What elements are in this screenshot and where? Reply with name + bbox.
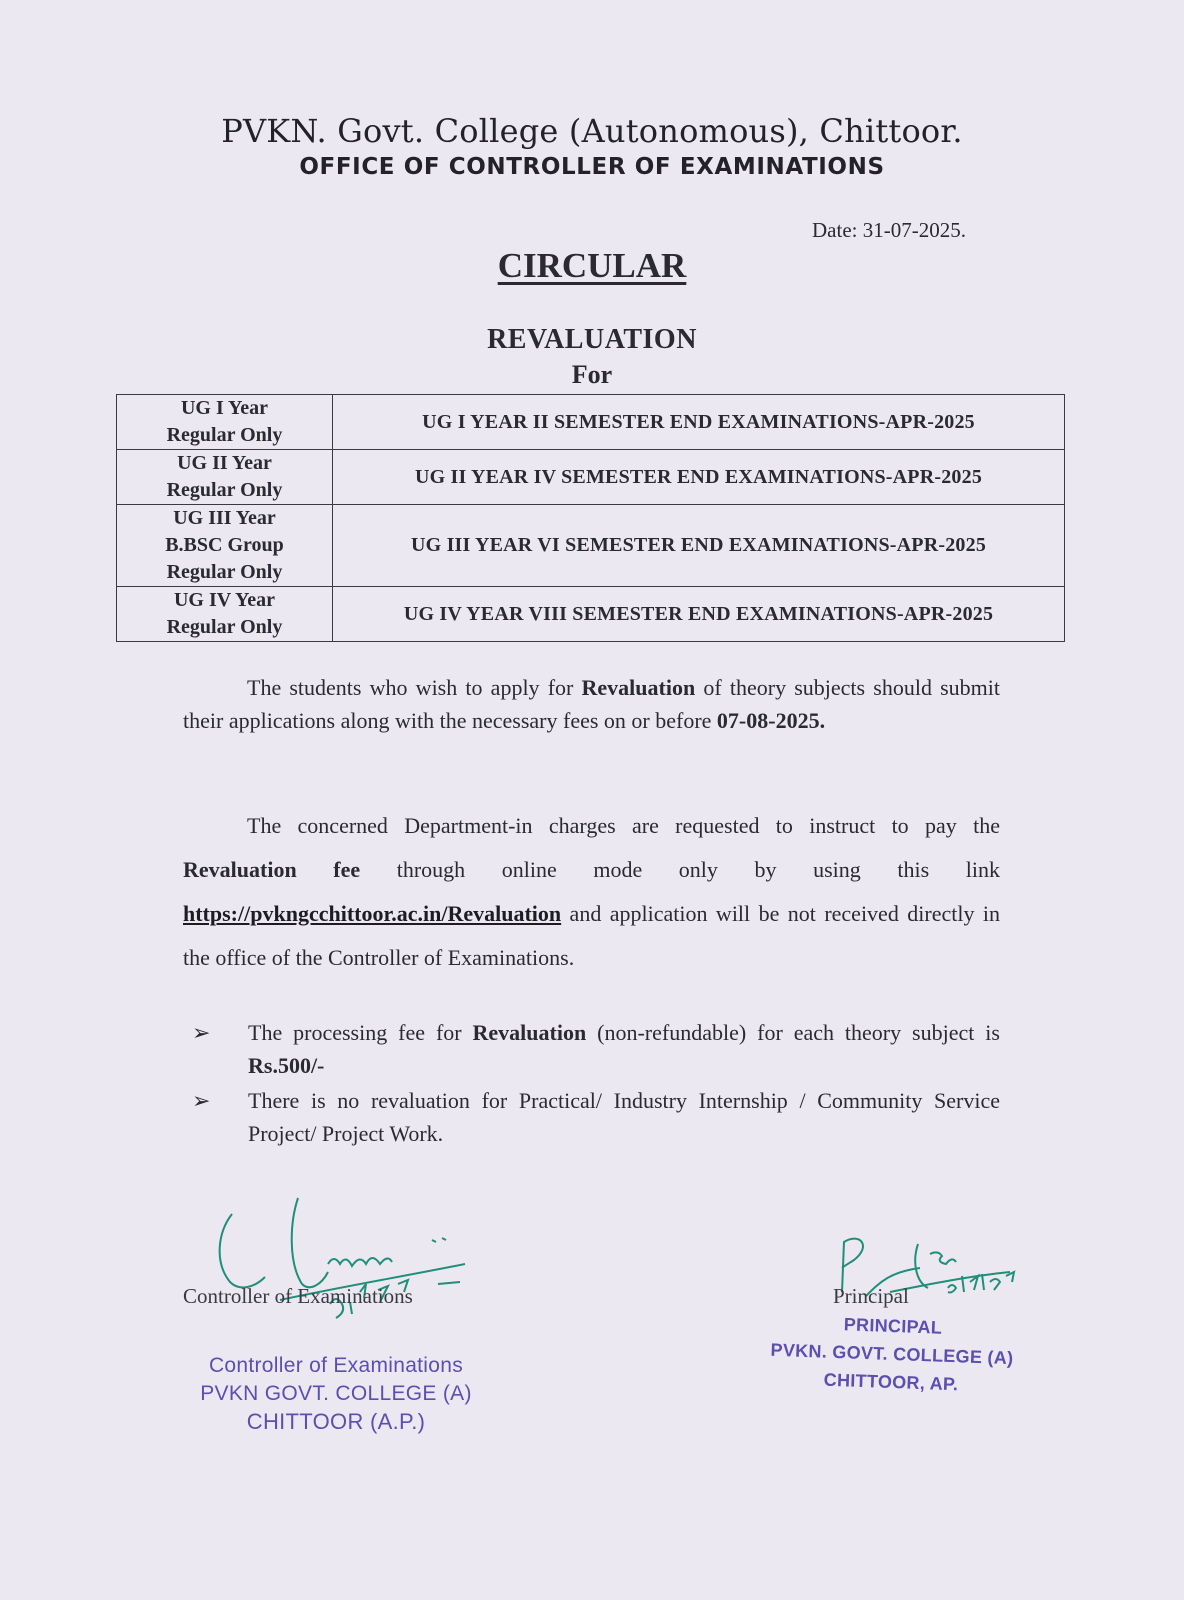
category-line: UG II Year xyxy=(177,452,272,474)
revaluation-link[interactable]: https://pvkngcchittoor.ac.in/Revaluation xyxy=(183,901,562,926)
stamp-line: CHITTOOR (A.P.) xyxy=(246,1409,426,1434)
text: and application will be not received directly in the office of the Controller of Examinations. xyxy=(183,901,1000,970)
stamp-line: PRINCIPAL xyxy=(843,1314,943,1338)
table-cell-exam: UG I YEAR II SEMESTER END EXAMINATIONS-APR-2025 xyxy=(333,395,1065,450)
stamp-line: Controller of Examinations xyxy=(208,1354,464,1377)
principal-stamp xyxy=(751,1307,1034,1401)
bold-text: Revaluation fee xyxy=(183,857,361,882)
bullet-list xyxy=(190,1016,1000,1152)
table-cell-exam: UG II YEAR IV SEMESTER END EXAMINATIONS-APR-2025 xyxy=(333,450,1065,505)
exam-table xyxy=(116,394,1065,642)
circular-date: Date: 31-07-2025. xyxy=(812,218,966,242)
text: The students who wish to apply for xyxy=(247,675,582,700)
paragraph-deadline xyxy=(183,671,1000,737)
text: The processing fee for xyxy=(248,1020,473,1045)
text: The concerned Department-in charges are requested to instruct to pay the xyxy=(247,813,1000,838)
table-row xyxy=(117,587,1065,642)
category-line: UG IV Year xyxy=(173,589,276,611)
table-cell-category xyxy=(117,450,333,505)
list-item xyxy=(190,1084,1000,1150)
arrow-bullet-icon: ➢ xyxy=(192,1020,211,1045)
list-item xyxy=(190,1016,1000,1082)
table-row xyxy=(117,450,1065,505)
college-name: PVKN. Govt. College (Autonomous), Chittoor. xyxy=(221,112,963,150)
category-line: Regular Only xyxy=(166,424,283,446)
table-cell-exam: UG IV YEAR VIII SEMESTER END EXAMINATIONS-APR-2025 xyxy=(333,587,1065,642)
fee-amount: Rs.500/- xyxy=(248,1053,325,1078)
table-cell-category xyxy=(117,587,333,642)
circular-title: CIRCULAR xyxy=(497,246,687,285)
category-line: B.BSC Group xyxy=(165,534,284,556)
deadline-date: 07-08-2025. xyxy=(716,708,826,733)
category-line: UG I Year xyxy=(180,397,269,419)
category-line: UG III Year xyxy=(173,507,276,529)
coe-stamp xyxy=(186,1352,486,1436)
bold-text: Revaluation xyxy=(472,1020,587,1045)
stamp-line: CHITTOOR, AP. xyxy=(823,1369,959,1395)
revaluation-title: REVALUATION xyxy=(487,324,697,355)
bold-text: Revaluation xyxy=(581,675,696,700)
text: (non-refundable) for each theory subject is xyxy=(586,1020,1000,1045)
table-cell-category xyxy=(117,505,333,587)
category-line: Regular Only xyxy=(166,479,283,501)
arrow-bullet-icon: ➢ xyxy=(192,1088,211,1113)
text: There is no revaluation for Practical/ Industry Internship / Community Service Project/ Project Work. xyxy=(248,1088,1000,1146)
office-name: OFFICE OF CONTROLLER OF EXAMINATIONS xyxy=(299,154,885,180)
principal-signature-label: Principal xyxy=(833,1284,909,1308)
table-cell-category xyxy=(117,395,333,450)
category-line: Regular Only xyxy=(166,616,283,638)
coe-signature-icon xyxy=(210,1192,500,1342)
revaluation-for: For xyxy=(571,360,613,389)
coe-signature-label: Controller of Examinations xyxy=(183,1284,413,1308)
stamp-line: PVKN GOVT. COLLEGE (A) xyxy=(200,1382,472,1405)
text: of theory subjects should submit their applications along with the necessary fees on or before xyxy=(183,675,1000,733)
table-cell-exam: UG III YEAR VI SEMESTER END EXAMINATIONS-APR-2025 xyxy=(333,505,1065,587)
table-row xyxy=(117,505,1065,587)
text: through online mode only by using this link xyxy=(360,857,1000,882)
paragraph-payment xyxy=(183,804,1000,980)
category-line: Regular Only xyxy=(166,561,283,583)
table-row xyxy=(117,395,1065,450)
stamp-line: PVKN. GOVT. COLLEGE (A) xyxy=(770,1339,1014,1369)
